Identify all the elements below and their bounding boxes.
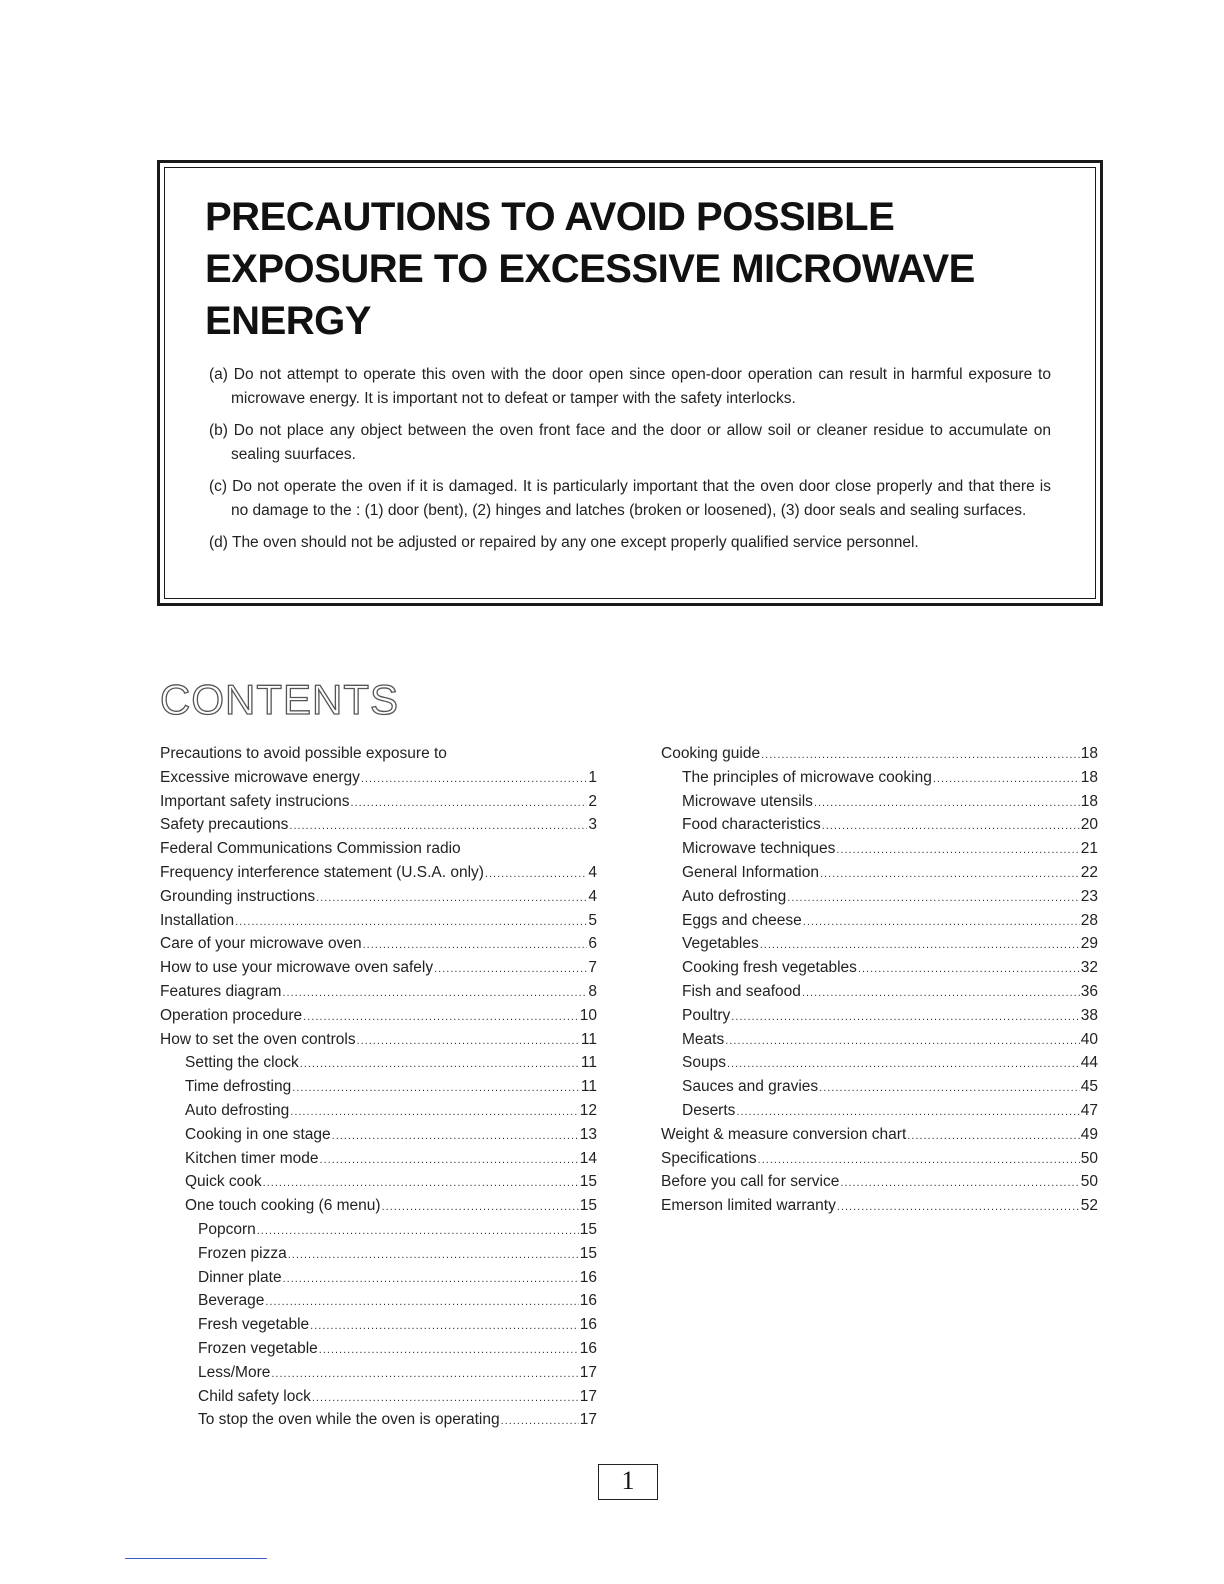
toc-entry-label: Setting the clock (185, 1054, 299, 1072)
toc-entry-label: Sauces and gravies (682, 1078, 819, 1096)
toc-entry (160, 1361, 597, 1385)
toc-leader (312, 1385, 579, 1409)
toc-leader (290, 1099, 578, 1123)
toc-leader (837, 1194, 1080, 1218)
toc-entry (160, 1170, 597, 1194)
toc-entry-page: 8 (588, 982, 597, 1000)
toc-entry-page: 49 (1080, 1125, 1098, 1143)
page-number: 1 (598, 1464, 658, 1500)
toc-entry-page: 20 (1080, 816, 1098, 834)
toc-leader (822, 813, 1080, 837)
toc-entry-label: Microwave techniques (682, 840, 836, 858)
toc-entry-label: Microwave utensils (682, 792, 813, 810)
toc-leader (310, 1313, 579, 1337)
toc-entry (160, 909, 597, 933)
toc-entry (661, 1075, 1098, 1099)
toc-entry (661, 1004, 1098, 1028)
toc-entry (160, 1289, 597, 1313)
toc-entry (160, 1385, 597, 1409)
toc-entry (160, 1218, 597, 1242)
toc-entry-label: Excessive microwave energy (160, 768, 360, 786)
precaution-item-a: (a) Do not attempt to operate this oven with the door open since open-door operation can result in harmful exposure to microwave energy. It is important not to defeat or tamper with the safety interlocks. (209, 366, 1051, 407)
toc-entry-label: Child safety lock (198, 1387, 311, 1405)
toc-entry (661, 1147, 1098, 1171)
toc-entry-label: Weight & measure conversion chart (661, 1125, 907, 1143)
toc-entry (160, 837, 597, 861)
toc-entry-label: Grounding instructions (160, 887, 316, 905)
toc-entry-label: Poultry (682, 1006, 731, 1024)
toc-entry-label: Important safety instrucions (160, 792, 350, 810)
toc-leader (320, 1147, 579, 1171)
toc-entry (160, 1266, 597, 1290)
toc-entry-page: 15 (579, 1173, 597, 1191)
precautions-title: PRECAUTIONS TO AVOID POSSIBLE EXPOSURE TO EXCESSIVE MICROWAVE ENERGY (205, 195, 975, 343)
toc-leader (271, 1361, 578, 1385)
toc-entry (160, 932, 597, 956)
toc-entry (661, 790, 1098, 814)
toc-entry-label: Meats (682, 1030, 725, 1048)
toc-entry-page: 36 (1080, 982, 1098, 1000)
toc-entry-page: 28 (1080, 911, 1098, 929)
toc-entry-label: Federal Communications Commission radio (160, 840, 461, 858)
toc-entry-label: Fresh vegetable (198, 1316, 310, 1334)
precautions-list (209, 363, 1051, 563)
toc-entry-page: 16 (579, 1268, 597, 1286)
toc-leader (263, 1170, 579, 1194)
precautions-box (157, 160, 1103, 606)
toc-entry (661, 1028, 1098, 1052)
toc-entry-page: 18 (1080, 792, 1098, 810)
toc-entry-label: Installation (160, 911, 235, 929)
toc-entry-label: Popcorn (198, 1220, 256, 1238)
toc-entry-label: Operation procedure (160, 1006, 303, 1024)
toc-entry (160, 742, 597, 766)
toc-entry-page: 16 (579, 1292, 597, 1310)
toc-leader (351, 790, 588, 814)
toc-entry-page: 14 (579, 1149, 597, 1167)
toc-entry (160, 1313, 597, 1337)
toc-entry-page: 38 (1080, 1006, 1098, 1024)
toc-leader (907, 1123, 1080, 1147)
toc-entry (160, 1075, 597, 1099)
toc-entry-page: 17 (579, 1387, 597, 1405)
toc-entry-page: 4 (588, 887, 597, 905)
toc-entry (661, 861, 1098, 885)
toc-entry (160, 766, 597, 790)
toc-entry-page: 12 (579, 1101, 597, 1119)
toc-entry (661, 742, 1098, 766)
toc-entry-label: Emerson limited warranty (661, 1197, 836, 1215)
toc-entry-label: Time defrosting (185, 1078, 292, 1096)
toc-entry-label: Food characteristics (682, 816, 821, 834)
toc-entry-page: 44 (1080, 1054, 1098, 1072)
toc-entry-page: 50 (1080, 1173, 1098, 1191)
toc-entry (661, 1123, 1098, 1147)
toc-leader (265, 1289, 578, 1313)
toc-leader (758, 1147, 1080, 1171)
toc-entry-label: The principles of microwave cooking (682, 768, 932, 786)
toc-entry-page: 16 (579, 1339, 597, 1357)
toc-entry-label: Cooking fresh vegetables (682, 959, 857, 977)
toc-entry-page: 11 (580, 1030, 597, 1048)
toc-entry (160, 1123, 597, 1147)
toc-entry-page: 32 (1080, 959, 1098, 977)
toc-entry-label: Soups (682, 1054, 726, 1072)
toc-entry-label: Eggs and cheese (682, 911, 802, 929)
toc-entry-page: 6 (588, 935, 597, 953)
toc-entry-label: One touch cooking (6 menu) (185, 1197, 381, 1215)
toc-leader (434, 956, 587, 980)
toc-entry (160, 813, 597, 837)
toc-entry-page: 22 (1080, 863, 1098, 881)
toc-leader (727, 1051, 1080, 1075)
toc-leader (283, 1266, 579, 1290)
toc-entry-label: Quick cook (185, 1173, 262, 1191)
toc-leader (300, 1051, 580, 1075)
toc-entry-label: Cooking guide (661, 745, 761, 762)
toc-entry-page: 17 (579, 1411, 597, 1429)
toc-entry-label: Frequency interference statement (U.S.A. only) (160, 863, 484, 881)
toc-entry-label: To stop the oven while the oven is operating (198, 1411, 500, 1429)
toc-entry-label: Precautions to avoid possible exposure to (160, 745, 447, 762)
toc-entry-page: 3 (588, 816, 597, 834)
toc-entry-label: Frozen pizza (198, 1244, 287, 1262)
toc-entry-label: General Information (682, 863, 819, 881)
toc-entry-page: 50 (1080, 1149, 1098, 1167)
toc-leader (382, 1194, 579, 1218)
toc-entry-label: Before you call for service (661, 1173, 840, 1191)
toc-entry-page: 15 (579, 1244, 597, 1262)
toc-entry-label: Kitchen timer mode (185, 1149, 319, 1167)
toc-entry-page: 40 (1080, 1030, 1098, 1048)
toc-leader (803, 909, 1080, 933)
toc-entry-page: 15 (579, 1197, 597, 1215)
toc-entry-page: 29 (1080, 935, 1098, 953)
toc-entry (160, 1194, 597, 1218)
toc-entry-page: 15 (579, 1220, 597, 1238)
toc-leader (836, 837, 1079, 861)
toc-entry-page: 11 (580, 1078, 597, 1096)
toc-entry-label: Frozen vegetable (198, 1339, 318, 1357)
toc-leader (319, 1337, 579, 1361)
toc-entry (160, 1242, 597, 1266)
toc-entry (160, 980, 597, 1004)
toc-entry-page: 7 (588, 959, 597, 977)
toc-leader (235, 909, 587, 933)
toc-entry (661, 980, 1098, 1004)
toc-entry-page: 1 (588, 768, 597, 786)
toc-leader (819, 1075, 1080, 1099)
toc-entry-label: Less/More (198, 1363, 271, 1381)
precaution-item-c: (c) Do not operate the oven if it is damaged. It is particularly important that the oven door close properly and that there is no damage to the : (1) door (bent), (2) hinges and latches (broken or loosened), (3) door seals and sealing surfaces. (209, 478, 1051, 519)
toc-entry-label: Auto defrosting (185, 1101, 290, 1119)
precaution-item-b: (b) Do not place any object between the oven front face and the door or allow soil or cleaner residue to accumulate on sealing suurfaces. (209, 422, 1051, 463)
toc-leader (501, 1408, 579, 1432)
toc-leader (485, 861, 587, 885)
toc-entry-page: 47 (1080, 1101, 1098, 1119)
toc-entry-page: 5 (588, 911, 597, 929)
toc-entry-page: 16 (579, 1316, 597, 1334)
toc-entry-label: Deserts (682, 1101, 736, 1119)
toc-entry (160, 1028, 597, 1052)
toc-entry (661, 1051, 1098, 1075)
toc-entry-page: 2 (588, 792, 597, 810)
bottom-rule (125, 1558, 267, 1559)
toc-entry-page: 17 (579, 1363, 597, 1381)
toc-leader (736, 1099, 1079, 1123)
toc-entry (160, 861, 597, 885)
toc-entry-page: 10 (579, 1006, 597, 1024)
toc-entry-label: Dinner plate (198, 1268, 282, 1286)
toc-entry-label: Cooking in one stage (185, 1125, 331, 1143)
toc-leader (357, 1028, 580, 1052)
toc-entry-page: 52 (1080, 1197, 1098, 1215)
toc-leader (289, 813, 587, 837)
toc-leader (282, 980, 587, 1004)
toc-leader (316, 885, 587, 909)
toc-entry-label: Vegetables (682, 935, 759, 953)
toc-leader (361, 766, 588, 790)
toc-entry-page: 11 (580, 1054, 597, 1072)
toc-entry-label: Fish and seafood (682, 982, 801, 1000)
toc-leader (840, 1170, 1079, 1194)
toc-entry (661, 837, 1098, 861)
toc-entry (661, 885, 1098, 909)
toc-entry-label: Features diagram (160, 982, 282, 1000)
toc-entry (661, 909, 1098, 933)
toc-entry (661, 932, 1098, 956)
toc-leader (933, 766, 1080, 790)
toc-entry (661, 1099, 1098, 1123)
toc-leader (725, 1028, 1080, 1052)
toc-leader (760, 932, 1080, 956)
toc-entry-page: 21 (1080, 840, 1098, 858)
toc-entry (160, 956, 597, 980)
toc-entry-label: Care of your microwave oven (160, 935, 362, 953)
toc-leader (288, 1242, 579, 1266)
toc-leader (802, 980, 1080, 1004)
toc-entry (661, 766, 1098, 790)
toc-entry-page: 13 (579, 1125, 597, 1143)
toc-entry-page: 4 (588, 863, 597, 881)
toc-right-column (661, 742, 1098, 1218)
toc-leader (292, 1075, 580, 1099)
toc-entry-label: Auto defrosting (682, 887, 787, 905)
toc-leader (303, 1004, 579, 1028)
toc-entry (661, 956, 1098, 980)
toc-entry-label: Specifications (661, 1149, 757, 1167)
toc-entry (661, 1194, 1098, 1218)
contents-title: CONTENTS (160, 676, 399, 723)
toc-entry-page: 18 (1080, 768, 1098, 786)
toc-leader (787, 885, 1079, 909)
toc-left-column (160, 742, 597, 1432)
toc-entry (160, 1147, 597, 1171)
toc-entry-page: 18 (1080, 745, 1098, 762)
toc-entry (160, 885, 597, 909)
toc-entry (160, 1004, 597, 1028)
precaution-item-d: (d) The oven should not be adjusted or repaired by any one except properly qualified service personnel. (209, 534, 919, 551)
toc-leader (814, 790, 1080, 814)
toc-entry-page: 23 (1080, 887, 1098, 905)
toc-leader (363, 932, 588, 956)
toc-entry-label: How to use your microwave oven safely (160, 959, 434, 977)
toc-leader (761, 742, 1080, 766)
toc-entry (160, 1408, 597, 1432)
toc-entry (661, 1170, 1098, 1194)
toc-entry (661, 813, 1098, 837)
toc-entry (160, 1051, 597, 1075)
toc-leader (820, 861, 1080, 885)
toc-entry-page: 45 (1080, 1078, 1098, 1096)
toc-entry-label: Safety precautions (160, 816, 289, 834)
toc-leader (731, 1004, 1080, 1028)
toc-leader (257, 1218, 579, 1242)
toc-entry (160, 790, 597, 814)
toc-leader (332, 1123, 579, 1147)
toc-entry (160, 1099, 597, 1123)
toc-entry-label: Beverage (198, 1292, 265, 1310)
toc-entry-label: How to set the oven controls (160, 1030, 356, 1048)
toc-entry (160, 1337, 597, 1361)
toc-leader (858, 956, 1080, 980)
